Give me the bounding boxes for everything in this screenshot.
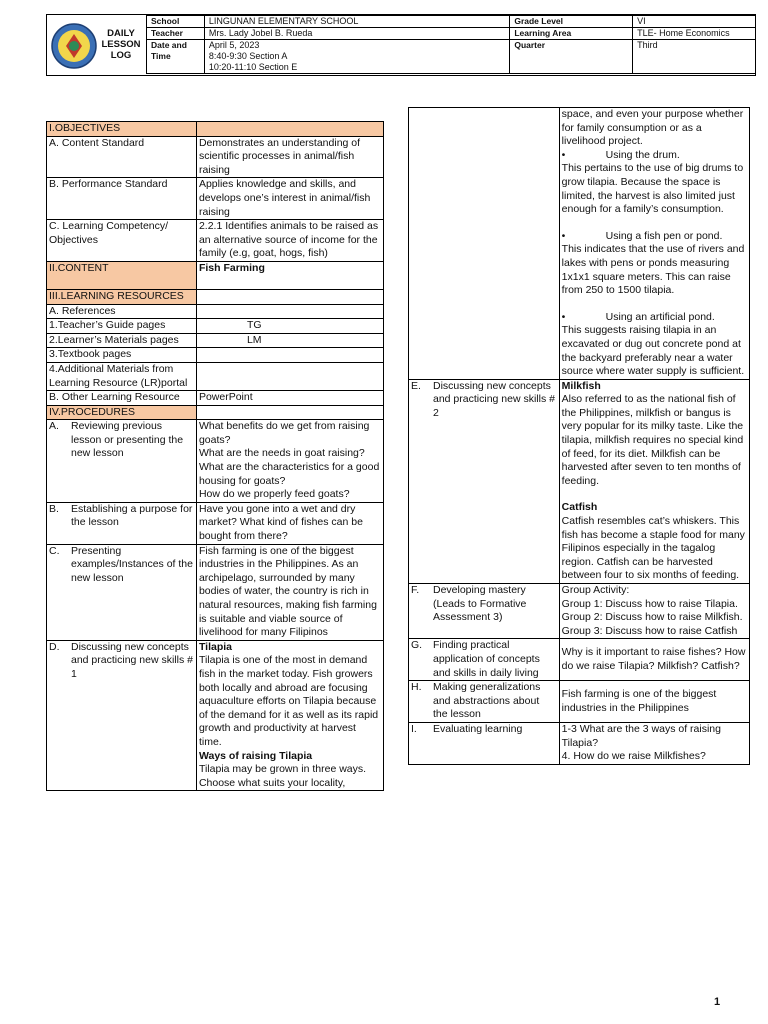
- drum-lead: Using the drum.: [605, 148, 680, 161]
- grade-level-label: Grade Level: [510, 16, 633, 28]
- practical-value: Why is it important to raise fishes? How do we raise Tilapia? Milkfish? Catfish?: [559, 639, 749, 681]
- grade-level-value: VI: [633, 16, 756, 28]
- textbook-label: 3.Textbook pages: [47, 348, 197, 363]
- review-label: Reviewing previous lesson or presenting the new lesson: [71, 420, 184, 460]
- discuss2-label-cell: [409, 379, 560, 583]
- catfish-heading: Catfish: [561, 501, 598, 514]
- ways-heading: Ways of raising Tilapia: [198, 749, 313, 762]
- presenting-value: Fish farming is one of the biggest industries in the Philippines. As an archipelago, surrounded by many bodies of water, the country is rich in natural resources, making fish farming is suitable and viable source of livelihood for many Filipinos: [196, 544, 383, 640]
- review-line: What benefits do we get from raising goats?: [198, 420, 370, 446]
- evaluating-value: [559, 722, 749, 764]
- generalization-label-cell: [409, 681, 560, 723]
- references-label: A. References: [47, 304, 197, 319]
- purpose-value: Have you gone into a wet and dry market? What kind of fishes can be bought from there?: [196, 502, 383, 544]
- content-value: Fish Farming: [196, 261, 383, 289]
- purpose-label-cell: [47, 502, 197, 544]
- evaluating-line: 4. How do we raise Milkfishes?: [561, 750, 706, 763]
- objectives-heading: I.OBJECTIVES: [47, 122, 197, 137]
- milkfish-heading: Milkfish: [561, 379, 601, 392]
- header-info-table: [146, 15, 756, 74]
- tilapia-heading: Tilapia: [198, 640, 233, 653]
- mastery-line: Group 2: Discuss how to raise Milkfish.: [561, 611, 743, 624]
- artificial-lead: Using an artificial pond.: [605, 310, 715, 323]
- learning-area-value: TLE- Home Economics: [633, 28, 756, 40]
- learning-area-label: Learning Area: [510, 28, 633, 40]
- textbook-blank: [196, 348, 383, 363]
- quarter-label: Quarter: [510, 40, 633, 74]
- date-time-label: Date and Time: [147, 40, 205, 74]
- drum-text: This pertains to the use of big drums to grow tilapia. Because the space is limited, the harvest is also limited just enough for a family’s consumption.: [561, 162, 744, 216]
- catfish-text: Catfish resembles cat’s whiskers. This fish has become a staple food for many Filipinos especially in the tagalog region. Catfish can be harvested between four to six months of feeding.: [561, 515, 745, 582]
- mastery-label-cell: [409, 584, 560, 639]
- content-standard-label: A. Content Standard: [47, 136, 197, 178]
- resources-blank: [196, 289, 383, 304]
- additional-materials-blank: [196, 362, 383, 390]
- content-heading: II.CONTENT: [47, 261, 197, 289]
- mastery-line: Group 1: Discuss how to raise Tilapia.: [561, 597, 738, 610]
- continuation-text: space, and even your purpose whether for family consumption or as a livelihood project.: [561, 108, 744, 148]
- generalization-label: Making generalizations and abstractions about the lesson: [433, 681, 541, 721]
- daily-lesson-log-title: DAILY LESSON LOG: [101, 28, 141, 61]
- tg-label: 1.Teacher’s Guide pages: [47, 319, 197, 334]
- practical-label-cell: [409, 639, 560, 681]
- quarter-value: Third: [633, 40, 756, 74]
- page-number: 1: [714, 996, 721, 1008]
- content-standard-value: Demonstrates an understanding of scientific processes in animal/fish raising: [196, 136, 383, 178]
- discuss1-value: [196, 640, 383, 791]
- evaluating-letter: I.: [411, 722, 417, 735]
- performance-standard-value: Applies knowledge and skills, and develops one’s interest in animal/fish raising: [196, 178, 383, 220]
- bullet: •: [561, 148, 566, 161]
- continuation-blank: [409, 108, 560, 380]
- presenting-letter: C.: [49, 544, 60, 557]
- review-line: How do we properly feed goats?: [198, 488, 350, 501]
- left-lesson-table: [46, 121, 384, 791]
- evaluating-label-cell: [409, 722, 560, 764]
- competency-label: C. Learning Competency/ Objectives: [47, 220, 197, 262]
- choose-text: Choose what suits your locality,: [198, 776, 346, 789]
- practical-label: Finding practical application of concepts and skills in daily living: [433, 639, 540, 679]
- presenting-label-cell: [47, 544, 197, 640]
- tg-value: TG: [196, 319, 383, 334]
- discuss1-letter: D.: [49, 640, 60, 653]
- discuss2-value: [559, 379, 749, 583]
- mastery-line: Group 3: Discuss how to raise Catfish: [561, 624, 738, 637]
- pen-text: This indicates that the use of rivers and lakes with pens or ponds measuring 1x1x1 square meters. This can raise from 250 to 1500 tilapia.: [561, 243, 745, 297]
- school-seal-icon: [50, 22, 98, 70]
- discuss1-label: Discussing new concepts and practicing new skills # 1: [71, 640, 193, 680]
- presenting-label: Presenting examples/Instances of the new lesson: [71, 544, 193, 584]
- evaluating-label: Evaluating learning: [433, 722, 523, 735]
- review-line: What are the needs in goat raising?: [198, 447, 365, 460]
- tilapia-text: Tilapia is one of the most in demand fish in the market today. Fish growers both locally and abroad are focusing aquaculture efforts on Tilapia because of the demand for it as well as its rapid growth and productivity at harvest time.: [198, 654, 379, 748]
- generalization-value: Fish farming is one of the biggest industries in the Philippines: [559, 681, 749, 723]
- discuss1-label-cell: [47, 640, 197, 791]
- time-line-a: 8:40-9:30 Section A: [208, 51, 288, 61]
- mastery-label: Developing mastery (Leads to Formative Assessment 3): [433, 584, 527, 624]
- review-label-cell: [47, 420, 197, 503]
- review-value: [196, 420, 383, 503]
- school-label: School: [147, 16, 205, 28]
- generalization-letter: H.: [411, 681, 422, 694]
- teacher-value: Mrs. Lady Jobel B. Rueda: [204, 28, 510, 40]
- discuss2-letter: E.: [411, 379, 421, 392]
- mastery-value: [559, 584, 749, 639]
- mastery-line: Group Activity:: [561, 584, 630, 596]
- resources-heading: III.LEARNING RESOURCES: [47, 289, 197, 304]
- time-line-e: 10:20-11:10 Section E: [208, 62, 298, 72]
- other-resource-label: B. Other Learning Resource: [47, 391, 197, 406]
- ways-text: Tilapia may be grown in three ways.: [198, 763, 367, 776]
- right-lesson-table: [408, 107, 750, 765]
- performance-standard-label: B. Performance Standard: [47, 178, 197, 220]
- lm-label: 2.Learner’s Materials pages: [47, 333, 197, 348]
- discuss2-label: Discussing new concepts and practicing new skills # 2: [433, 379, 555, 419]
- practical-letter: G.: [411, 639, 423, 652]
- competency-value: 2.2.1 Identifies animals to be raised as an alternative source of income for the family (e.g, goat, hogs, fish): [196, 220, 383, 262]
- date-line: April 5, 2023: [208, 40, 260, 50]
- other-resource-value: PowerPoint: [196, 391, 383, 406]
- pen-lead: Using a fish pen or pond.: [605, 229, 723, 242]
- mastery-letter: F.: [411, 584, 420, 596]
- date-time-value: [204, 40, 510, 74]
- purpose-label: Establishing a purpose for the lesson: [71, 502, 193, 529]
- procedures-heading: IV.PROCEDURES: [47, 405, 197, 420]
- additional-materials-label: 4.Additional Materials from Learning Resource (LR)portal: [47, 362, 197, 390]
- procedures-blank: [196, 405, 383, 420]
- bullet: •: [561, 229, 566, 242]
- evaluating-line: 1-3 What are the 3 ways of raising Tilapia?: [561, 722, 721, 749]
- review-line: What are the characteristics for a good housing for goats?: [198, 461, 380, 487]
- references-blank: [196, 304, 383, 319]
- bullet: •: [561, 310, 566, 323]
- milkfish-text: Also referred to as the national fish of the Philippines, milkfish or bangus is very popular for its milky taste. Like the tilapia, milkfish requires no special kind of feed, for its diet. Milkfish can be harvested after seven to ten months of feeding.: [561, 393, 744, 487]
- lm-value: LM: [196, 333, 383, 348]
- artificial-text: This suggests raising tilapia in an excavated or dug out concrete pond at the backyard preferably near a water source where water supply is sufficient.: [561, 324, 745, 378]
- objectives-heading-blank: [196, 122, 383, 137]
- review-letter: A.: [49, 420, 59, 433]
- purpose-letter: B.: [49, 502, 59, 515]
- school-value: LINGUNAN ELEMENTARY SCHOOL: [204, 16, 510, 28]
- continuation-value: [559, 108, 749, 380]
- teacher-label: Teacher: [147, 28, 205, 40]
